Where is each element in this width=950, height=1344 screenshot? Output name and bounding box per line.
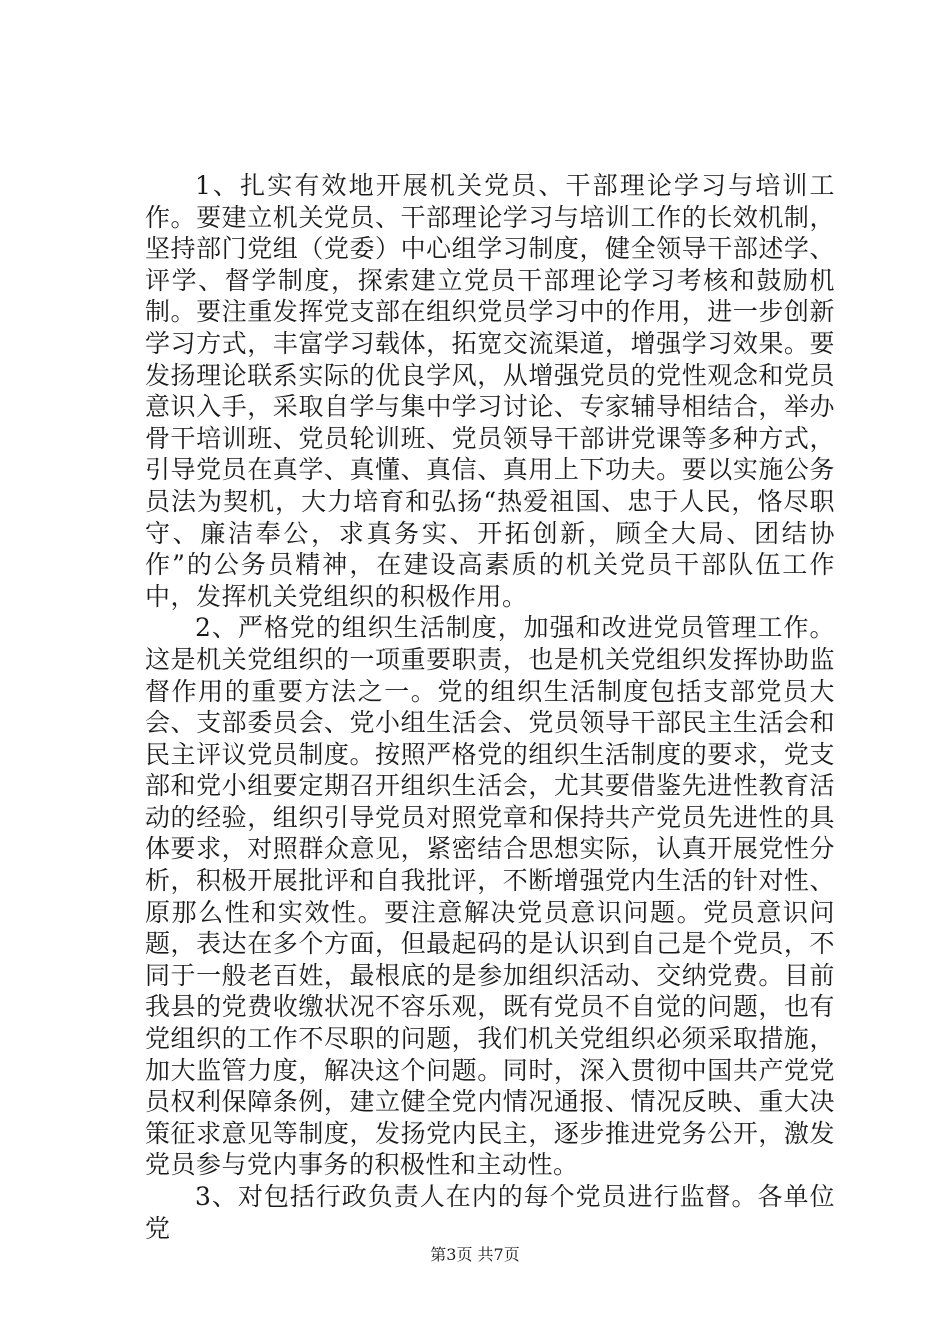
page-number-footer: 第3页 共7页 [430, 1245, 520, 1264]
body-text [145, 170, 835, 1244]
paragraph-2: 2、严格党的组织生活制度，加强和改进党员管理工作。这是机关党组织的一项重要职责，也是机关党组织发挥协助监督作用的重要方法之一。党的组织生活制度包括支部党员大会、支部委员会、党小组生活会、党员领导干部民主生活会和民主评议党员制度。按照严格党的组织生活制度的要求，党支部和党小组要定期召开组织生活会，尤其要借鉴先进性教育活动的经验，组织引导党员对照党章和保持共产党员先进性的具体要求，对照群众意见，紧密结合思想实际，认真开展党性分析，积极开展批评和自我批评，不断增强党内生活的针对性、原那么性和实效性。要注意解决党员意识问题。党员意识问题，表达在多个方面，但最起码的是认识到自己是个党员，不同于一般老百姓，最根底的是参加组织活动、交纳党费。目前我县的党费收缴状况不容乐观，既有党员不自觉的问题，也有党组织的工作不尽职的问题，我们机关党组织必须采取措施，加大监管力度，解决这个问题。同时，深入贯彻中国共产党党员权利保障条例，建立健全党内情况通报、情况反映、重大决策征求意见等制度，发扬党内民主，逐步推进党务公开，激发党员参与党内事务的积极性和主动性。 [145, 613, 835, 1180]
paragraph-1: 1、扎实有效地开展机关党员、干部理论学习与培训工作。要建立机关党员、干部理论学习与培训工作的长效机制，坚持部门党组（党委）中心组学习制度，健全领导干部述学、评学、督学制度，探索建立党员干部理论学习考核和鼓励机制。要注重发挥党支部在组织党员学习中的作用，进一步创新学习方式，丰富学习载体，拓宽交流渠道，增强学习效果。要发扬理论联系实际的优良学风，从增强党员的党性观念和党员意识入手，采取自学与集中学习讨论、专家辅导相结合，举办骨干培训班、党员轮训班、党员领导干部讲党课等多种方式，引导党员在真学、真懂、真信、真用上下功夫。要以实施公务员法为契机，大力培育和弘扬“热爱祖国、忠于人民，恪尽职守、廉洁奉公，求真务实、开拓创新，顾全大局、团结协作”的公务员精神，在建设高素质的机关党员干部队伍工作中，发挥机关党组织的积极作用。 [145, 171, 835, 611]
paragraph-3: 3、对包括行政负责人在内的每个党员进行监督。各单位党 [145, 1182, 835, 1243]
